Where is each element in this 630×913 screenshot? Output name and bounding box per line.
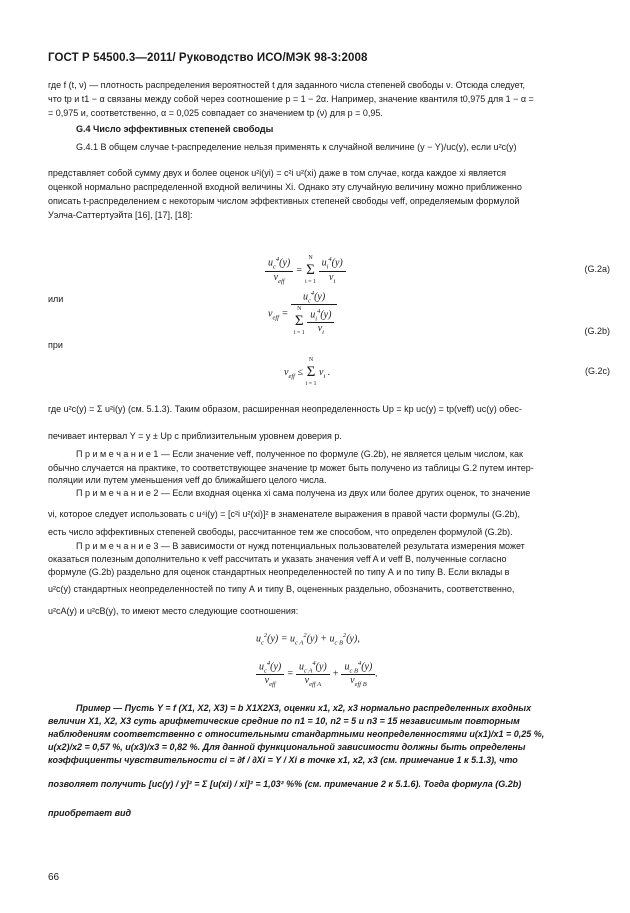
example-line: коэффициенты чувствительности ci = ∂f / ∂Xi = Y / Xi в точке x1, x2, x3 (см. примечание 1 к 5.1.3), что bbox=[48, 755, 518, 765]
note-line: П р и м е ч а н и е 3 — В зависимости от нужд потенциальных пользователей результата измерения может bbox=[76, 541, 525, 551]
text-line: где f (t, ν) — плотность распределения вероятностей t для заданного числа степеней свободы ν. Отсюда следует, bbox=[48, 80, 526, 90]
equation-uc-sum: $u_c^2(y) = u_{c A}^2(y) + u_{c B}^2(y)$, bbox=[256, 632, 360, 647]
example-line: наблюдениям соответственно с относительными стандартными неопределенностями u(x1)/x1 = 0,25 %, bbox=[48, 729, 545, 739]
note-line: u²cA(y) и u²cB(y), то имеют место следующие соотношения: bbox=[48, 606, 299, 616]
equation-g2b: $\nu_{eff}$ = $u_c^4(y)$ N Σ i = 1 $\frac{u_i^4(y)}{\nu_i}$ bbox=[268, 290, 337, 338]
text-line: где u²c(y) = Σ u²i(y) (см. 5.1.3). Таким образом, расширенная неопределенность Up = kp uc(y) = tp(νeff) uc(y) обес- bbox=[48, 404, 522, 414]
example-line: Пример — Пусть Y = f (X1, X2, X3) = b X1X2X3, оценки x1, x2, x3 нормально распределенных входных bbox=[76, 703, 532, 713]
note-line: обычно случается на практике, то соответствующее значение tp может быть получено из таблицы G.2 путем интер- bbox=[48, 463, 534, 473]
note-line: П р и м е ч а н и е 2 — Если входная оценка xi сама получена из двух или более других оценок, то значение bbox=[76, 488, 531, 498]
text-line: представляет собой сумму двух и более оценок u²i(yi) = c²i u²(xi) даже в том случае, когда каждое xi является bbox=[48, 168, 506, 178]
example-line: u(x2)/x2 = 0,57 %, u(x3)/x3 = 0,82 %. Для данной функциональной зависимости должны быть определены bbox=[48, 742, 526, 752]
equation-label: (G.2a) bbox=[584, 264, 610, 274]
section-heading: G.4 Число эффективных степеней свободы bbox=[76, 124, 274, 134]
example-line: позволяет получить [uc(y) / y]² = Σ [u(xi) / xi]² = 1,03² %% (см. примечание 2 к 5.1.6). Тогда формула (G.2b) bbox=[48, 779, 522, 789]
text-line: печивает интервал Y = y ± Up с приблизительным уровнем доверия p. bbox=[48, 431, 342, 441]
equation-nu-split: $\frac{u_c^4(y)}{\nu_{eff}}$ = $\frac{u_{c A}^4(y)}{\nu_{eff A}}$ + $\frac{u_{c B}^4(y)}{\nu_{eff B}}$ . bbox=[256, 660, 378, 688]
example-line: величин X1, X2, X3 суть арифметические средние по n1 = 10, n2 = 5 и n3 = 15 независимым повторным bbox=[48, 716, 520, 726]
note-line: П р и м е ч а н и е 1 — Если значение νeff, полученное по формуле (G.2b), не является целым числом, как bbox=[76, 449, 523, 459]
text-line: или bbox=[48, 294, 64, 304]
page-number: 66 bbox=[48, 872, 60, 883]
note-line: оказаться полезным дополнительно к νeff рассчитать и указать значения νeff A и νeff B, полученные согласно bbox=[48, 554, 507, 564]
page-header: ГОСТ Р 54500.3—2011/ Руководство ИСО/МЭК 98-3:2008 bbox=[48, 52, 368, 64]
text-line: при bbox=[48, 340, 63, 350]
note-line: νi, которое следует использовать с u⁴i(y) = [c²i u²(xi)]² в знаменателе выражения в правой части формулы (G.2b), bbox=[48, 509, 520, 519]
text-line: = 0,975 и, соответственно, α = 0,025 совпадает со значением tp (ν) для p = 0,95. bbox=[48, 108, 383, 118]
example-line: приобретает вид bbox=[48, 808, 132, 818]
note-line: формуле (G.2b) раздельно для оценок стандартных неопределенностей по типу А и по типу В. Если вклады в bbox=[48, 567, 510, 577]
equation-label: (G.2c) bbox=[584, 366, 610, 376]
note-line: u²c(y) стандартных неопределенностей по типу А и типу В, оцененных раздельно, обозначить, соответственно, bbox=[48, 584, 515, 594]
equation-g2a: $\frac{u_c^4(y)}{\nu_{eff}}$ = N Σ i = 1 $\frac{u_i^4(y)}{\nu_i}$ bbox=[265, 254, 346, 287]
text-line: G.4.1 В общем случае t-распределение нельзя применять к случайной величине (y − Y)/uc(y), если u²c(y) bbox=[76, 142, 517, 152]
equation-g2c: $\nu_{eff}$ ≤ N Σ i = 1 $\nu_i$ . bbox=[284, 357, 331, 387]
note-line: поляции или путем уменьшения νeff до ближайшего целого числа. bbox=[48, 475, 327, 485]
text-line: оценкой нормально распределенной входной величины Xi. Однако эту случайную величину можно приближенно bbox=[48, 182, 522, 192]
text-line: описать t-распределением с некоторым числом эффективных степеней свободы νeff, определяемым формулой bbox=[48, 196, 520, 206]
equation-label: (G.2b) bbox=[584, 326, 610, 336]
text-line: что tp и t1 − α связаны между собой через соотношение p = 1 − 2α. Например, значение квантиля t0,975 для 1 − α = bbox=[48, 94, 534, 104]
text-line: Уэлча-Саттертуэйта [16], [17], [18]: bbox=[48, 210, 193, 220]
note-line: есть число эффективных степеней свободы, рассчитанное тем же способом, что определен формулой (G.2b). bbox=[48, 527, 513, 537]
